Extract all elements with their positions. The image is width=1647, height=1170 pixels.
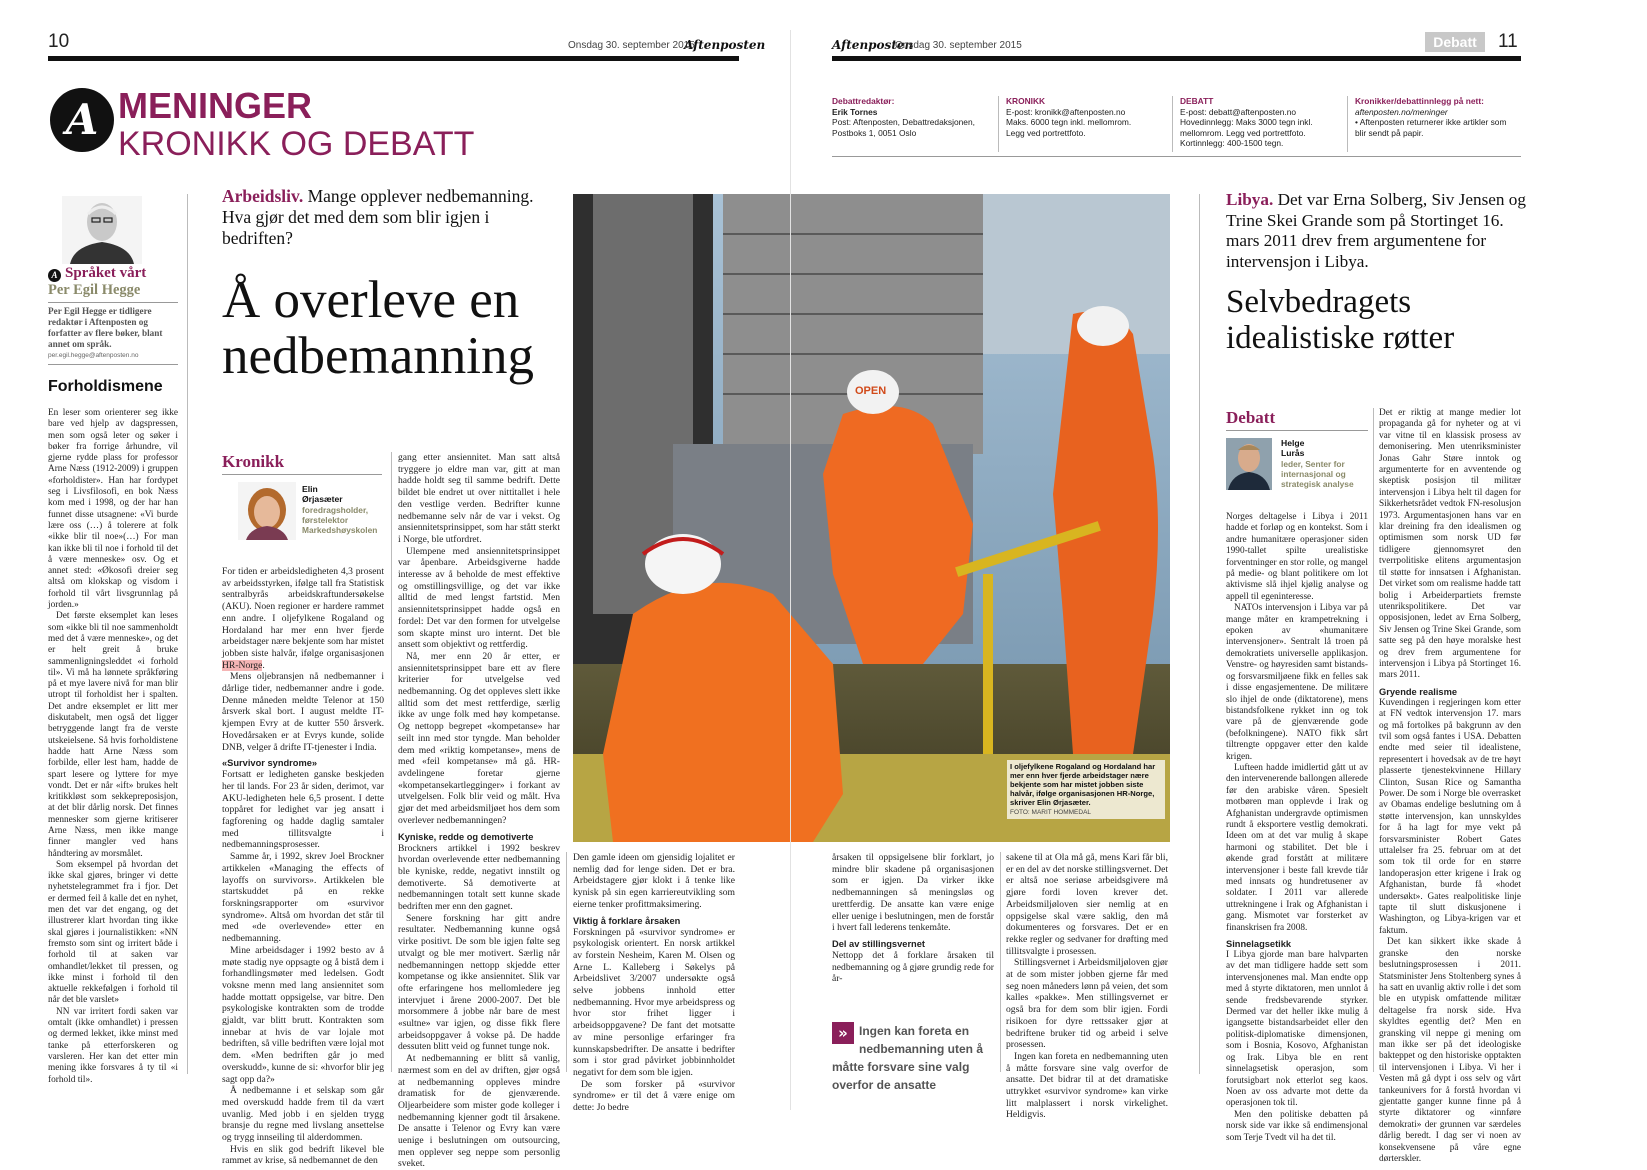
kronikk-subhead-1: «Survivor syndrome» [222,758,318,769]
debatt-col2-para: Det er riktig at mange medier lot propaganda gå for nyheter og at vi var vitne til en klassisk prosess av demonisering. Men utenriksminister Jonas Gahr Støre inntok og argumenterte for en avventende og skeptisk posisjon til militær intervensjon i Libya helt til dagen for Sikkerhetsrådet vedtok FN-resolusjon 1973. Argumentasjonen hans var en klar dreining fra den idealismen og optimismen som norsk UD før tidligere gjennomsyret den tverrpolitiske elitens argumentasjon til støtte for innsatsen i Afghanistan. Det virket som om realisme hadde tatt bolig i Arbeiderpartiets fremste utenrikspolitikere. Det var opposisjonen, ledet av Erna Solberg, Siv Jensen og Trine Skei Grande, som satte seg på den høye moralske hest og drev frem argumentene for intervensjon i Libya på Stortinget 16. mars 2011. [1379,408,1521,681]
sprak-rule-2 [48,364,178,365]
info-line: E-post: debatt@aftenposten.no [1180,106,1297,117]
right-masthead-date: Onsdag 30. september 2015 [895,40,1022,51]
kronikk-kicker: Arbeidsliv. [222,186,304,206]
info-kronikk [1006,96,1166,138]
kronikk-col1: For tiden er arbeidsledigheten 4,3 prosent av arbeidsstyrken, ifølge tall fra Statistisk sentralbyrås arbeidskraftundersøkelse (AKU). Noen regioner er hardere rammet enn andre. I oljefylkene Rogaland og Hordaland har mer enn hver fjerde arbeidstager nære bekjente som har mistet jobben siste halvår, ifølge organisasjonen HR-Norge. Mens oljebransjen nå nedbemanner i dårlige tider, nedbemanner andre i gode. Denne måneden meldte Telenor at 150 årsverk skal bort. I august meldte IT-kjempen Evry at de kutter 550 årsverk. Hovedårsaken er at Evrys kunde, solide DNB, velger å drifte IT-tjenester i India. «Survivor syndrome» Fortsatt er ledigheten ganske beskjeden her til lands. For 23 år siden, derimot, var AKU-ledigheten hele 6,5 prosent. I dette toppåret for ledighet var jeg ansatt i fagforening og hadde daglig samtaler med tillitsvalgte i nedbemanningsprosesser. Samme år, i 1992, skrev Joel Brockner artikkelen «Managing the effects of layoffs on survivors». Artikkelen ble startskuddet på en rekke forskningsrapporter om «survivor syndrome». Altså om hvordan det står til med «de overlevende» etter en nedbemanning. Mine arbeidsdager i 1992 besto av å møte stadig nye oppsagte og å bistå dem i forhandlingsmøter med ledelsen. Godt voksne menn med lang ansiennitet som hadde mottatt oppsigelse, var bitre. Den psykologiske kontrakten som de trodde gjaldt, var blitt brutt. Kontrakten som innebar at hvis de var lojale mot bedriften, så ville bedriften være lojal mot dem. «Men bedriften går jo med overskudd», kunne de si: «hvorfor blir jeg sagt opp da?» Å nedbemanne i et selskap som går med overskudd hadde frem til da vært uvanlig. Med jobb i en sjelden trygg bransje du regne med livslang ansettelse og trygg innseiling til alderdommen. Hvis en slik god bedrift likevel ble rammet av krise, så nedbemannet de den [222,566,384,1167]
kronikk-col3 [573,852,735,1114]
kronikk-col1-para: For tiden er arbeidsledigheten 4,3 prosent av arbeidsstyrken, ifølge tall fra Statistisk sentralbyrås arbeidskraftundersøkelse (AKU). Noen regioner er hardere rammet enn andre. I oljefylkene Rogaland og Hordaland har mer enn hver fjerde arbeidstager nære bekjente som har mistet jobben siste halvår, ifølge organisasjonen [222,566,384,659]
right-top-rule [832,56,1521,61]
sprak-logo-icon: A [48,269,61,282]
kronikk-label: Kronikk [222,452,285,471]
sprak-para: NN var irritert fordi saken var omtalt (ikke omhandlet) i pressen og dermed lekket, ikke minst med tanke på etterforskeren og varsleren. Her kan det etter min mening ikke forsvares å ty til «i forhold til». [48,1006,178,1085]
info-head: DEBATT [1180,96,1214,106]
hr-norge-highlight: HR-Norge [222,659,263,671]
luras-portrait [1226,438,1272,490]
kronikk-col5-para: Stillingsvernet i Arbeidsmiljøloven gjør at de som mister jobben gjerne får med seg noen måneders lønn på veien, det som kalles «pakke». Men stillingsvernet er også bra for dem som blir igjen. Fordi risikoen for dyre rettssaker gjør at bedriftene bruker tid og arbeid i selve prosessen. [1006,957,1168,1051]
debatt-author-name-1: Helge [1281,438,1305,448]
section-logo [50,88,114,152]
helmet-text: OPEN [855,385,887,397]
debatt-col2b-para: Kuvendingen i regjeringen kom etter at FN vedtok intervensjon 17. mars og må fortolkes på bakgrunn av den tvil som også fantes i USA. Debatten endte med seier til idealistene, representert i hovedsak av de tre høyt plasserte tjenestekvinnene Hillary Clinton, Susan Rice og Samantha Power. De som i Norge ble overrasket av Obamas endelige beslutning om å støtte intervensjon, kan unnskyldes for å ha lagt for mye vekt på forsvarsminister Robert Gates uttalelser fra 25. februar om at det som tok til orde for en større landoperasjon etter krigene i Irak og Afghanistan, burde få «hodet undersøkt». Gates realpolitiske linje tapte til slutt diskusjonene i Washington, og Libya-krigen var et faktum. [1379,697,1521,936]
debatt-col1-para: NATOs intervensjon i Libya var på mange måter en krampetrekning i epoken av «humanitære intervensjoner». Sentralt lå troen på demokratiets universelle applikasjon. Venstre- og høyresiden samt bistands- og forsvarsmiljøene fikk en felles sak i disse engasjementene. De militære slo ihjel de onde (diktatorene), mens bistandsfolkene rykket inn og tok vare på de gjenværende gode (befolkningene). NATO fikk sårt tiltrengte oppgaver etter den kalde krigen. [1226,603,1368,762]
section-logo-glyph: A [65,95,99,144]
kronikk-col2b-para: Brockners artikkel i 1992 beskrev hvordan overlevende etter nedbemanning ble kyniske, redde, negativt innstilt og demotiverte. Så demotiverte at nedbemanningen totalt sett kunne skade bedriften mer enn den gagnet. [398,842,560,913]
kronikk-col2 [398,452,560,1170]
debatt-col2b-para: Det kan sikkert ikke skade å granske den norske beslutningsprosessen i 2011. Statsminister Jens Stoltenberg synes å ha satt en uvanlig aktiv rolle i det som ble en utypisk omfattende militær deltagelse fra norsk side. Hva skyldtes egentlig det? Men en gransking vil neppe gi mening om man ikke ser på det ideologiske bakteppet og den historiske opptakten til intervensjonen i Libya. Vi her i Vesten må gå dypt i oss selv og vårt tankeunivers for å forstå hvordan vi gjentatte ganger kunne finne på å styrte diktatorer og «innføre demokrati» der grunnen var særdeles dårlig beredt. I dag ser vi noen av konsekvensene på våre egne dørterskler. [1379,937,1522,1164]
kronikk-col3-para: Den gamle ideen om gjensidig lojalitet er nemlig død for lenge siden. Det er bra. Arbeidstagere gjør klokt i å tenke like kynisk på sin egen karriereutvikling som eierne tenker profittmaksimering. [573,852,735,910]
left-top-rule [48,56,739,61]
kronikk-subhead-2: Kyniske, redde og demotiverte [398,831,534,842]
kronikk-deck-text: Mange opplever nedbemanning. Hva gjør det med dem som blir igjen i bedriften? [222,186,534,248]
hegge-portrait [62,196,142,264]
photo-caption: I oljefylkene Rogaland og Hordaland har mer enn hver fjerde arbeidstager nære bekjente som har mistet jobben siste halvår, ifølge organisasjonen HR-Norge, skriver Elin Ørjasæter. [1010,762,1156,807]
kronikk-col1b-para: Samme år, i 1992, skrev Joel Brockner artikkelen «Managing the effects of layoffs on survivors». Artikkelen ble startskuddet på en rekke forskningsrapporter om «survivor syndrome». Altså om hvordan det står til med «de overlevende» etter en nedbemanning. [222,851,384,945]
photo-credit: FOTO: MARIT HOMMEDAL [1010,809,1092,816]
kronikk-author-title: foredragsholder, førstelektor Markedshøyskolen [302,505,378,536]
debatt-col2 [1379,408,1522,1164]
kronikk-col2-para: Nå, mer enn 20 år etter, er ansiennitetsprinsippet bare ett av flere kriterier for utvelgelse ved nedbemanning. Og det oppleves slett ikke alltid som det mest rettferdige, særlig ikke av unge folk med høy kompetanse. Og nettopp begrepet «kompetanse» har seilt inn med stor tyngde. Man beholder dem med «riktig kompetanse», mens de med «feil kompetanse» må gå. HR-avdelingene foretar gjerne «kompetansekartlegginger» i forkant av utvelgelsen. Folk blir veid og målt. Hva gjør det med arbeidsmiljøet hos dem som overlever nedbemanningen? [398,650,560,826]
info-bottom-rule [832,156,1521,157]
sprak-label: Språket vårt [65,265,147,281]
debatt-subhead-2: Gryende realisme [1379,686,1458,697]
kronikk-col2b-para: At nedbemanning er blitt så vanlig, nærmest som en del av driften, gjør også at nedbemanning oppleves mindre dramatisk for de gjenværende. Oljearbeidere som mister gode kolleger i nedbemanning kjenner godt til årsakene. De ansatte i Telenor og Evry kan være uenige i beslutningen om outsourcing, men opplever seg neppe som personlig sveket. [398,1053,560,1170]
sprak-headline: Forholdismene [48,378,163,395]
debatt-divider [1373,408,1374,1072]
info-line: Postboks 1, 0051 Oslo [832,127,917,138]
kronikk-col1b-para: Hvis en slik god bedrift likevel ble rammet av krise, så nedbemannet de den [222,1143,384,1167]
info-line: Hovedinnlegg: Maks 3000 tegn inkl. [1180,117,1313,128]
kronikk-col2-para: Ulempene med ansiennitetsprinsippet var åpenbare. Arbeidsgiverne hadde interesse av å beholde de mest effektive og omstillingsvillige, og det var ikke alltid de med lengst fartstid. Men ansiennitetsprinsippet hadde også en fordel: Det var den formen for utvelgelse som skapte minst uro internt. Det ble ansett som objektivt og rettferdig. [398,545,560,651]
right-page-number: 11 [1498,31,1518,52]
kronikk-deck [222,186,562,249]
kronikk-col4 [832,852,994,1002]
info-line: E-post: kronikk@aftenposten.no [1006,106,1126,117]
sprak-email: per.egil.hegge@aftenposten.no [48,352,139,359]
left-page-number: 10 [48,31,70,52]
debatt-headline: Selvbedragets idealistiske røtter [1226,284,1455,356]
kronikk-col1b-para: Fortsatt er ledigheten ganske beskjeden her til lands. For 23 år siden, derimot, var AKU-ledigheten hele 6,5 prosent. I dette toppåret for ledighet var jeg ansatt i fagforening og hadde daglig samtaler med tillitsvalgte i nedbemanningsprosesser. [222,769,384,851]
info-divider [1347,96,1348,152]
info-line: blir sendt på papir. [1355,127,1424,138]
kronikk-col1b-para: Mine arbeidsdager i 1992 besto av å møte stadig nye oppsagte og å bistå dem i forhandlingsmøter med ledelsen. Godt voksne menn med lang ansiennitet som hadde mottatt oppsigelse, var bitre. Den psykologiske kontrakten som de trodde gjaldt, var blitt brutt. Kontrakten som innebar at hvis de var lojale mot bedriften, så ville bedriften være lojal mot dem. «Men bedriften går jo med overskudd», kunne de si: «hvorfor blir jeg sagt opp da?» [222,944,384,1085]
debatt-subhead-1: Sinnelagsetikk [1226,939,1292,950]
kronikk-col5 [1006,852,1168,1121]
kronikk-col5-para: sakene til at Ola må gå, mens Kari får bli, er en del av det norske stillingsvernet. Det er altså noe seriøse arbeidsgivere må gjøre fordi loven krever det. Arbeidsmiljøloven sier nemlig at en oppsigelse skal være saklig, den må dokumenteres og forsvares. Det er en rekke regler og sedvaner for drøfting med tillitsvalgte i prosessen. [1006,852,1168,957]
kronikk-author-name-1: Elin [302,484,318,494]
debatt-label-rule [1226,430,1368,431]
info-line: • Aftenposten returnerer ikke artikler som [1355,117,1507,128]
info-line: Kortinnlegg: 400-1500 tegn. [1180,138,1284,149]
kronikk-col1-para: Mens oljebransjen nå nedbemanner i dårlige tider, nedbemanner andre i gode. Denne måneden meldte Telenor at 150 årsverk skal bort. I august meldte IT-kjempen Evry at de kutter 550 årsverk. Hovedårsaken er at Evrys kunde, solide DNB, velger å drifte IT-tjenester i India. [222,671,384,753]
sprak-rule [48,302,178,303]
sprak-author: Per Egil Hegge [48,282,141,298]
left-masthead-logo: Aftenposten [684,38,766,52]
debatt-label: Debatt [1226,408,1276,427]
kronikk-subhead-4: Del av stillingsvernet [832,938,926,949]
debatt-col1 [1226,512,1368,1143]
right-masthead-logo: Aftenposten [832,38,914,52]
debatt-deck-text: Det var Erna Solberg, Siv Jensen og Trine Skei Grande som på Stortinget 16. mars 2011 drev frem argumentene for intervensjon i Libya. [1226,190,1526,271]
sprak-divider [187,194,188,1074]
info-head: Debattredaktør: [832,96,895,106]
kronikk-col4b-para: Nettopp det å forklare årsaken til nedbemanning og å gjøre grundig rede for år- [832,949,994,985]
sprak-para: Som eksempel på hvordan det ikke skal gjøres, bringer vi dette nyhetstelegrammet fra i fjor. Det er dermed feil å kalle det en nyhet, men det var det engang, og det illustrerer klart hvordan ting ikke skal gjøres i journalistikken: «NN fremsto som sint og irritert både i forhold til at saken var omhandlet/lekket til pressen, og ikke minst i forhold til den aktuelle rekkefølgen i forhold til når det ble varslet» [48,859,178,1006]
offshore-workers-photo [573,194,1170,842]
info-line: aftenposten.no/meninger [1355,106,1448,117]
info-head: Kronikker/debattinnlegg på nett: [1355,96,1484,106]
sprak-label-row [48,264,180,282]
photo-caption-box [1007,760,1165,819]
kronikk-headline: Å overleve en nedbemanning [222,271,535,385]
page-gutter [790,30,791,1110]
info-web [1355,96,1523,138]
kronikk-divider-4 [1000,852,1001,1072]
orjasaeter-portrait [238,482,296,540]
kronikk-col2-para: gang etter ansiennitet. Man satt altså tryggere jo eldre man var, gitt at man hadde holdt seg til samme bedrift. Dette bildet ble endret ut over nittitallet i hele den vestlige verden. Bedrifter kunne nedbemanne selv når de var i vekst. Og ansiennitetsprinsippet, som har stått sterkt i Norge, ble utfordret. [398,452,560,545]
info-debatt [1180,96,1340,149]
debatt-col1b-para: I Libya gjorde man bare halvparten av det man tidligere hadde sett som intervensjonenes mal. Man endte opp med å styrte diktatoren, men unnlot å sende fredsbevarende styrker. Dermed var det heller ikke mulig å igangsette bistandsarbeidet eller den politisk-diplomatiske dimensjonen, som i Bosnia, Kosovo, Afghanistan og Irak. Libya ble en rent sinnelagsetisk operasjon, som forutsigbart nok etterlot seg kaos. Noen av oss advarte mot dette da operasjonen tok til. [1226,950,1368,1109]
debatt-tab: Debatt [1425,32,1485,52]
sprak-para: En leser som orienterer seg ikke bare ved hjelp av dagspressen, men som også leter og søker i bøker fra forrige århundre, vil gjerne rydde plass for professor Arne Næss (1912-2009) i gruppen «forholdister». Han har fordypet seg i Livsfilosofi, en bok Næss kom med i 1998, og der har han funnet disse utsagnene: «Vi burde lære oss (…) å tolerere at folk «ikke blir til noe»(…) For man kan ikke bli til noe i forhold til det å være menneske» osv. Og et annet sted: «Økosofi dreier seg altså om klokskap og visdom i forhold til vårt livsgrunnlag på jorden.» [48,408,178,611]
sprak-body [48,408,178,1085]
pullquote-arrow-icon: » [832,1022,854,1044]
info-divider [998,96,999,152]
pullquote-text: Ingen kan foreta en nedbemanning uten å måtte forsvare sine valg overfor de ansatte [832,1024,984,1092]
kronikk-col1b-para: Å nedbemanne i et selskap som går med overskudd hadde frem til da vært uvanlig. Med jobb i en sjelden trygg bransje du regne med livslang ansettelse og trygg innseiling til alderdommen. [222,1085,384,1144]
kronikk-subhead-3: Viktig å forklare årsaken [573,915,681,926]
debatt-author-title: leder, Senter for internasjonal og strategisk analyse [1281,459,1354,490]
info-divider [1172,96,1173,152]
sprak-para: Det første eksemplet kan leses som «ikke bli til noe sammenholdt med det å være menneske», og det er helt greit å bruke sammenligningsleddet «i forhold til». Vi må ha lønnete språkføring på et mye lavere nivå for man blir utropt til forholdist her i spalten. Det andre eksemplet er litt mer diskutabelt, men også det ligger betryggende langt fra de verste utskeielsene. Så hvis forholdistene hadde hatt Arne Næss som forbilde, eller lest ham, hadde de spart lesere og lyttere for mye vondt. Det er når «ift» brukes helt kritikkløst som sekkepreposisjon, at det blir dårlig norsk. Det finnes mennesker som gjerne kritiserer Arne Næss, men ikke mange finner mangler ved hans håndtering av morsmålet. [48,611,178,859]
pullquote [832,1022,997,1094]
info-line: mellomrom. Legg ved portrettfoto. [1180,127,1306,138]
sprak-bio: Per Egil Hegge er tidligere redaktør i Aftenposten og forfatter av flere bøker, blant annet om språk. [48,306,163,349]
section-title: MENINGER [118,85,313,126]
info-line: Maks. 6000 tegn inkl. mellomrom. [1006,117,1132,128]
kronikk-author-name-2: Ørjasæter [302,494,343,504]
info-editor [832,96,992,138]
info-line: Legg ved portrettfoto. [1006,127,1086,138]
debatt-col1-para: Lufteen hadde imidlertid gått ut av den intervenerende ballongen allerede før den arabiske våren. Spesielt motbøren man opplevde i Irak og Afghanistan undergravde optimismen rundt å eksportere vestlig demokrati. Ideen om at det var mulig å skape harmoni og stabilitet. Det ble i økende grad forstått at militære intervensjoner i beste fall krevde tiår med innsats og hundretusener av soldater. I 2011 var allerede uttrekningene i Irak og Afghanistan i gang. Mismotet var forsterket av finanskrisen fra 2008. [1226,762,1368,933]
info-line: Post: Aftenposten, Debattredaksjonen, [832,117,975,128]
info-head: KRONIKK [1006,96,1046,106]
kronikk-divider-2 [566,852,567,1072]
debatt-author-name-2: Lurås [1281,448,1305,458]
debatt-divider-left [1199,194,1200,1074]
kronikk-divider-1 [391,452,392,1072]
kronikk-col3b-para: De som forsker på «survivor syndrome» er til det å være enige om dette: Jo bedre [573,1078,735,1114]
debatt-col1b-para: Men den politiske debatten på norsk side var ikke så endimensjonal som Terje Tvedt vil ha det til. [1226,1109,1368,1143]
kronikk-col3b-para: Forskningen på «survivor syndrome» er psykologisk orientert. En norsk artikkel av forstein Nesheim, Karen M. Olsen og Arne L. Kalleberg i Søkelys på Arbeidslivet 3/2007 undersøkte også selve jobbens innhold etter nedbemanning. Hvor mye arbeidspress og hvor stor frihet ligger i arbeidsoppgavene? De fant det motsatte av mine personlige erfaringer fra kunnskapsbedrifter. De ansatte i bedrifter som i stor grad påvirket jobbinnholdet negativt for dem som ble igjen. [573,926,735,1078]
kronikk-col5-para: Ingen kan foreta en nedbemanning uten å måtte forsvare sine valg overfor de ansatte. Det bidrar til at det dramatiske uttrykket «survivor syndrome» kan virke litt malplassert i norsk virkelighet. Heldigvis. [1006,1050,1168,1121]
kronikk-label-rule [222,474,382,475]
info-line: Erik Tornes [832,106,878,117]
kronikk-col2b-para: Senere forskning har gitt andre resultater. Nedbemanning kunne også virke positivt. De som ble igjen følte seg utvalgt og ble mer motivert. Særlig når nedbemanningen nettopp skjedde etter kompetanse og ikke ansiennitet. Slik var ofte erfaringene hos mellomledere jeg intervjuet i årene 2000-2007. Det ble morsommere å jobbe når bare de mest «sultne» var igjen, og disse fikk flere arbeidsoppgaver å vokse på. De hadde dessuten blitt veid og funnet tunge nok. [398,912,560,1053]
section-subtitle: KRONIKK OG DEBATT [118,125,475,163]
debatt-col1-para: Norges deltagelse i Libya i 2011 hadde et forløp og en kontekst. Som i andre humanitære operasjoner siden 1990-tallet spilte urealistiske forventninger en stor rolle, og mangel på medie- og blant politikere om lot aktivisme slå ihjel kjølig analyse og appell til egeninteresse. [1226,512,1368,602]
debatt-kicker: Libya. [1226,190,1274,209]
left-masthead-date: Onsdag 30. september 2015 [568,40,695,51]
kronikk-col4-para: årsaken til oppsigelsene blir forklart, jo mindre blir skadene på organisasjonen som er igjen. Da virker ikke nedbemanningen så meningsløs og urettferdig. De ansatte kan være enige eller uenige i beslutningen, men de forstår i hvert fall lederens tenkemåte. [832,852,994,934]
debatt-deck [1226,190,1526,272]
